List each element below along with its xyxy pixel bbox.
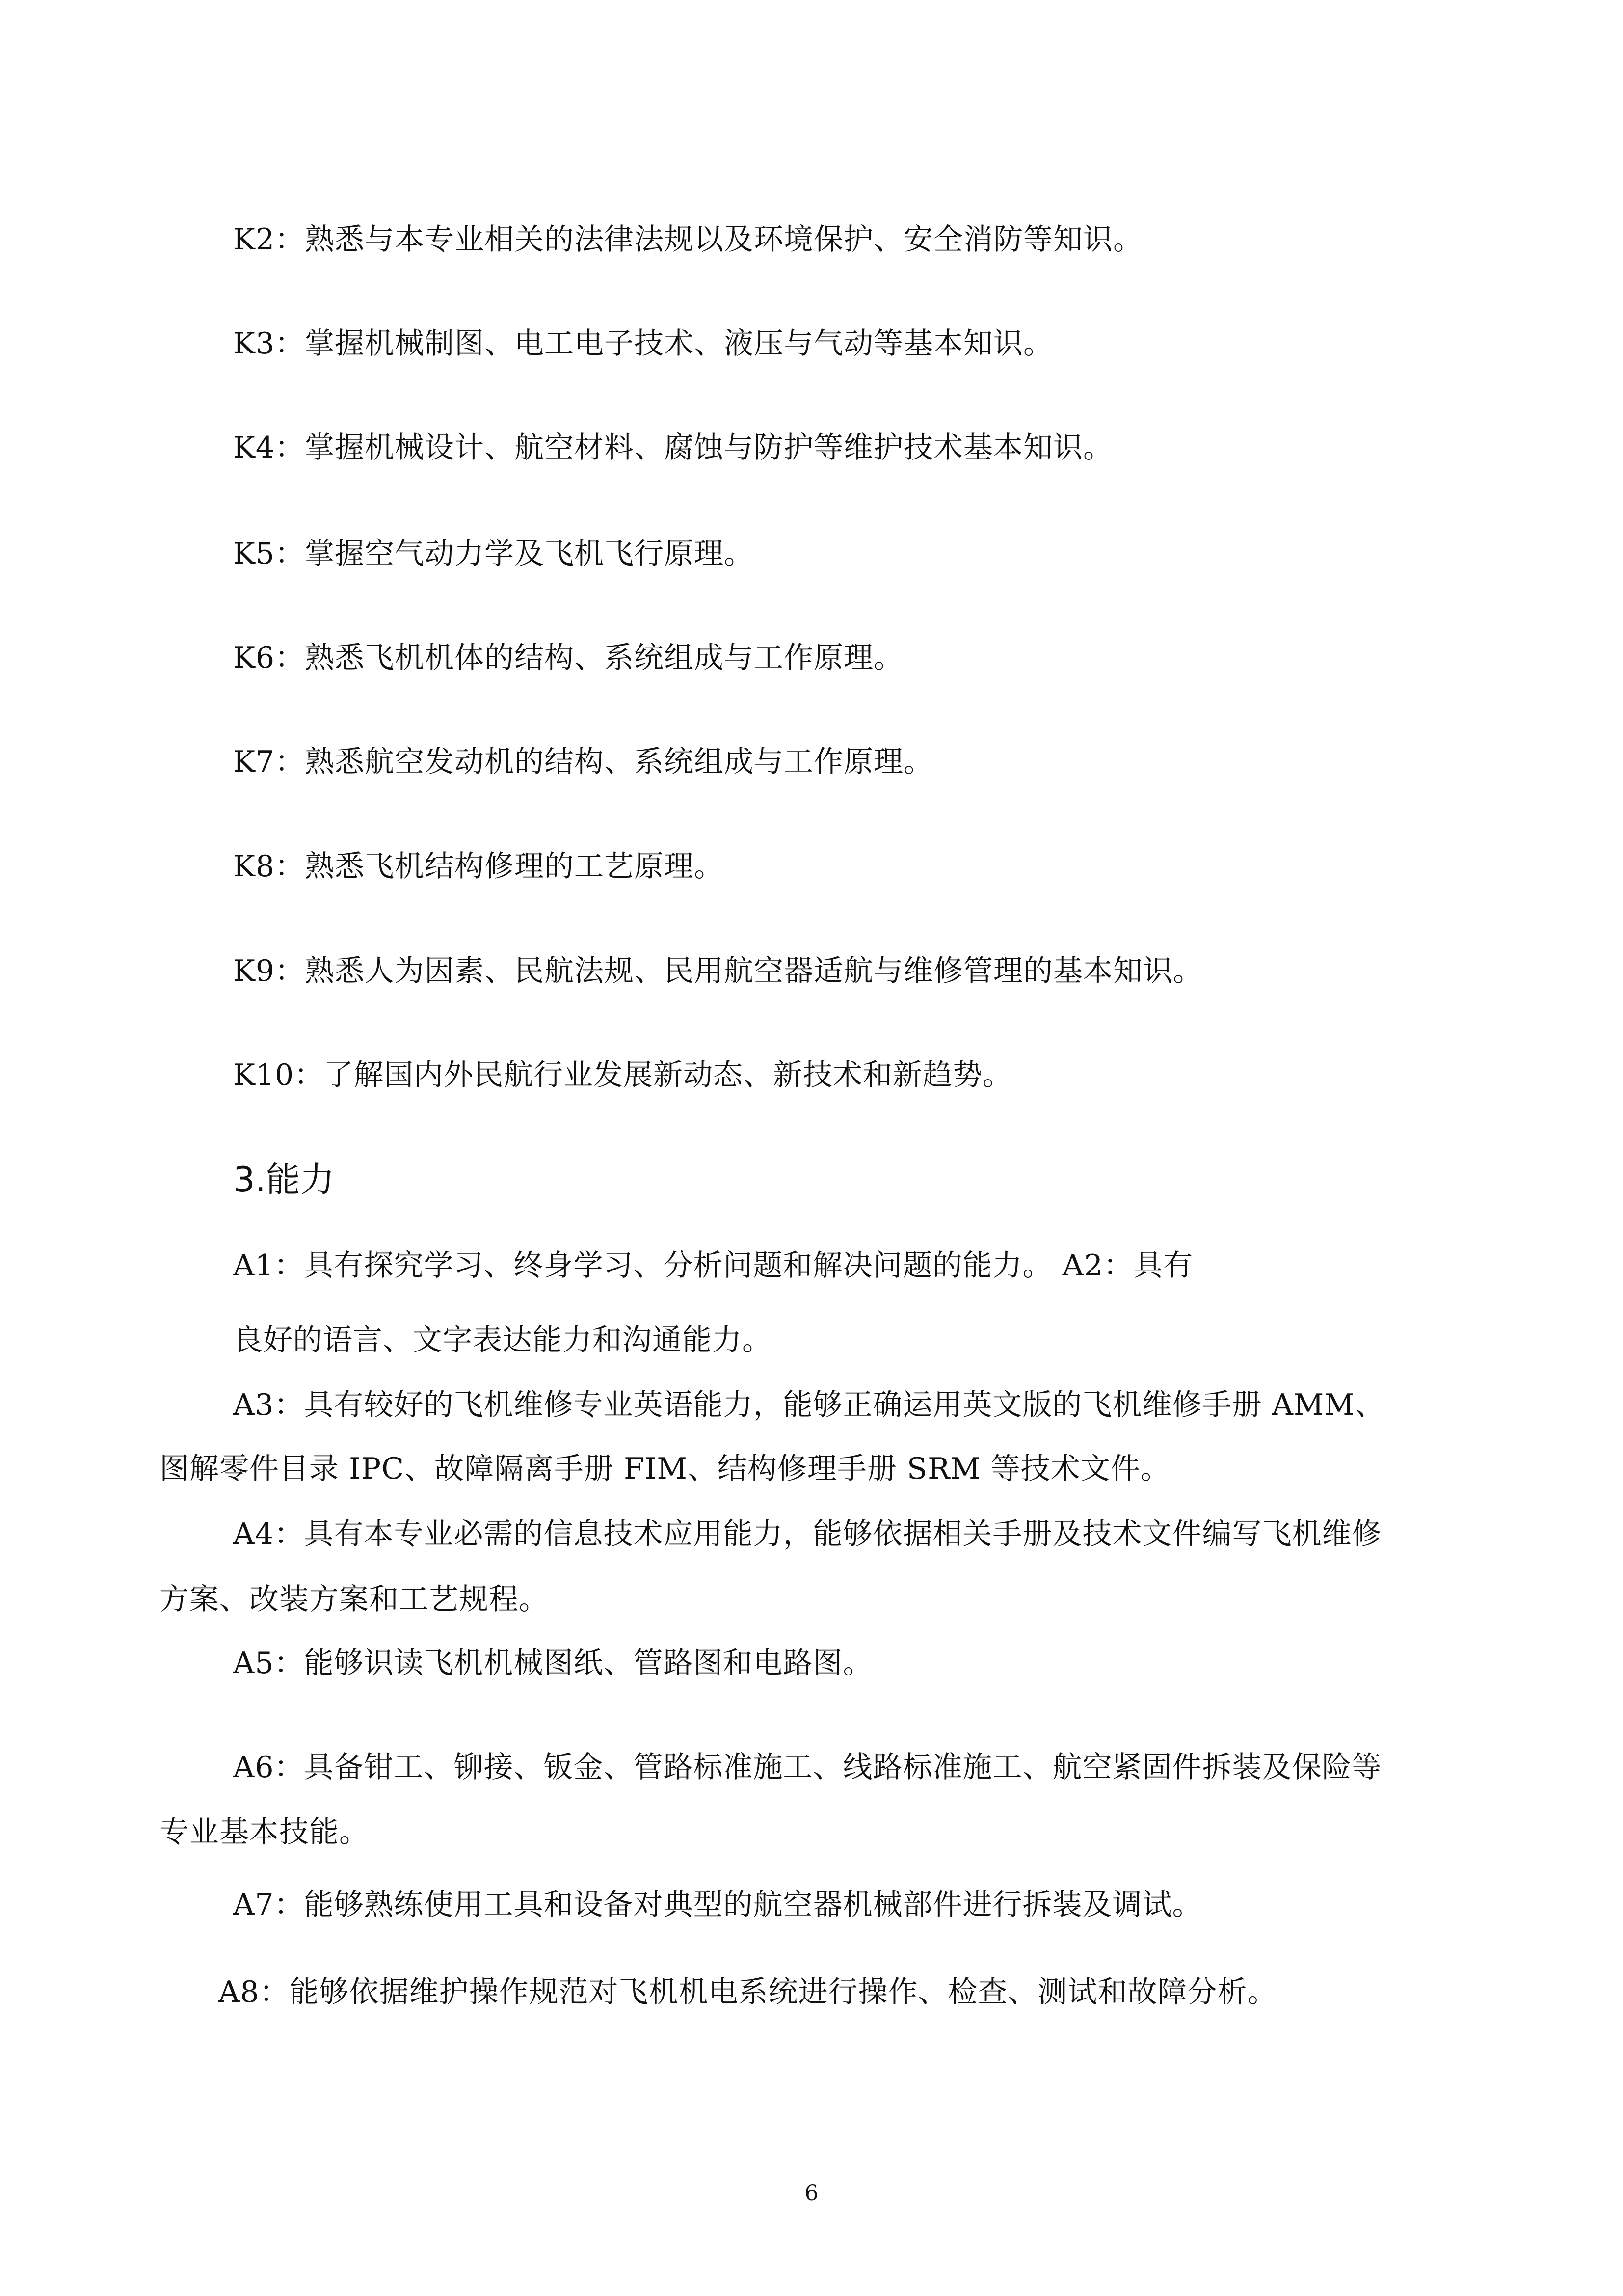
ability-a7: A7：能够熟练使用工具和设备对典型的航空器机械部件进行拆装及调试。 — [233, 1888, 1202, 1922]
ability-a3-line-2: 图解零件目录 IPC、故障隔离手册 FIM、结构修理手册 SRM 等技术文件。 — [160, 1452, 1171, 1486]
knowledge-item-k2: K2：熟悉与本专业相关的法律法规以及环境保护、安全消防等知识。 — [233, 222, 1143, 257]
knowledge-item-k3: K3：掌握机械制图、电工电子技术、液压与气动等基本知识。 — [233, 326, 1053, 361]
ability-a1-a2-line-2: 良好的语言、文字表达能力和沟通能力。 — [233, 1323, 772, 1357]
knowledge-item-k8: K8：熟悉飞机结构修理的工艺原理。 — [233, 849, 724, 884]
knowledge-item-k6: K6：熟悉飞机机体的结构、系统组成与工作原理。 — [233, 641, 904, 675]
knowledge-item-k4: K4：掌握机械设计、航空材料、腐蚀与防护等维护技术基本知识。 — [233, 431, 1113, 465]
knowledge-item-k10: K10：了解国内外民航行业发展新动态、新技术和新趋势。 — [233, 1058, 1013, 1092]
knowledge-item-k7: K7：熟悉航空发动机的结构、系统组成与工作原理。 — [233, 745, 933, 779]
ability-a8: A8：能够依据维护操作规范对飞机机电系统进行操作、检查、测试和故障分析。 — [218, 1975, 1277, 2009]
knowledge-item-k9: K9：熟悉人为因素、民航法规、民用航空器适航与维修管理的基本知识。 — [233, 954, 1203, 988]
ability-a4-line-1: A4：具有本专业必需的信息技术应用能力，能够依据相关手册及技术文件编写飞机维修 — [233, 1517, 1382, 1551]
page-number: 6 — [804, 2181, 819, 2206]
ability-a5: A5：能够识读飞机机械图纸、管路图和电路图。 — [233, 1646, 873, 1680]
ability-a6-line-1: A6：具备钳工、铆接、钣金、管路标准施工、线路标准施工、航空紧固件拆装及保险等 — [233, 1750, 1382, 1784]
ability-a3-line-1: A3：具有较好的飞机维修专业英语能力，能够正确运用英文版的飞机维修手册 AMM、 — [233, 1388, 1385, 1422]
section-heading: 3.能力 — [233, 1160, 335, 1200]
ability-a6-line-2: 专业基本技能。 — [160, 1815, 369, 1849]
ability-a1-a2-line-1: A1：具有探究学习、终身学习、分析问题和解决问题的能力。 A2：具有 — [233, 1248, 1194, 1283]
ability-a4-line-2: 方案、改装方案和工艺规程。 — [160, 1582, 549, 1617]
knowledge-item-k5: K5：掌握空气动力学及飞机飞行原理。 — [233, 537, 754, 571]
